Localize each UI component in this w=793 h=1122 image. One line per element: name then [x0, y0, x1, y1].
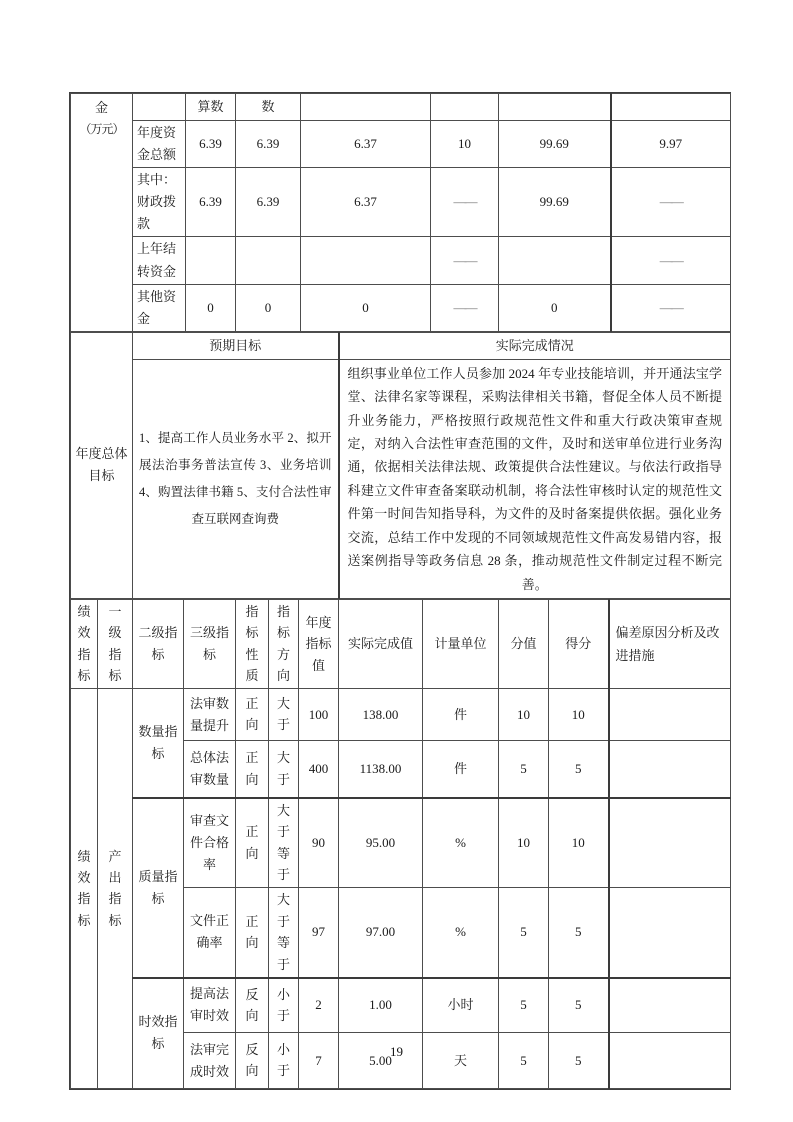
header-level3: 三级指标	[184, 599, 236, 688]
header-annual-target: 年度指标值	[299, 599, 339, 688]
funding-value-dash: ——	[611, 237, 731, 284]
header-level2: 二级指标	[133, 599, 184, 688]
indicator-direction: 小于	[269, 1033, 299, 1089]
funding-row-label-fiscal-allocation: 其中：财政拨款	[133, 168, 186, 237]
indicator-score-got: 5	[549, 978, 609, 1033]
indicator-actual: 97.00	[339, 888, 423, 978]
indicator-score-got: 10	[549, 798, 609, 888]
funding-value: 6.37	[301, 121, 431, 168]
funding-header-budget-partial: 算数	[186, 94, 236, 121]
indicator-score-value: 5	[499, 1033, 549, 1089]
indicator-score-got: 5	[549, 1033, 609, 1089]
funding-value: 0	[499, 284, 611, 331]
indicator-score-value: 10	[499, 689, 549, 741]
funding-row-label-other-funds: 其他资金	[133, 284, 186, 331]
indicator-deviation	[609, 978, 731, 1033]
indicator-deviation	[609, 798, 731, 888]
page-number: 19	[390, 1044, 403, 1059]
funding-header-blank	[499, 94, 611, 121]
indicator-score-got: 5	[549, 741, 609, 798]
annual-goal-row-label: 年度总体目标	[71, 332, 133, 598]
group-quality-label: 质量指标	[133, 798, 184, 978]
funding-value: 6.39	[186, 168, 236, 237]
indicator-nature: 反向	[236, 1033, 269, 1089]
indicator-score-value: 5	[499, 888, 549, 978]
header-unit: 计量单位	[423, 599, 499, 688]
indicator-name: 总体法审数量	[184, 741, 236, 798]
indicator-nature: 正向	[236, 741, 269, 798]
funding-value	[301, 237, 431, 284]
funding-header-blank	[611, 94, 731, 121]
group-quantity-label: 数量指标	[133, 689, 184, 798]
funding-value	[236, 237, 301, 284]
funding-value: 99.69	[499, 168, 611, 237]
funding-row-label-carryover: 上年结转资金	[133, 237, 186, 284]
indicator-target: 97	[299, 888, 339, 978]
indicator-actual: 138.00	[339, 689, 423, 741]
funding-header-blank	[431, 94, 499, 121]
header-deviation: 偏差原因分析及改进措施	[609, 599, 731, 688]
funding-value-dash: ——	[431, 237, 499, 284]
indicator-target: 90	[299, 798, 339, 888]
indicator-deviation	[609, 888, 731, 978]
funding-value	[499, 237, 611, 284]
indicator-score-got: 5	[549, 888, 609, 978]
indicator-deviation	[609, 741, 731, 798]
funding-value	[186, 237, 236, 284]
indicator-deviation	[609, 689, 731, 741]
indicator-nature: 正向	[236, 689, 269, 741]
indicator-corner-header: 绩效指标	[71, 599, 98, 688]
funding-value-dash: ——	[431, 284, 499, 331]
funding-header-exec-partial: 数	[236, 94, 301, 121]
funding-header-blank	[133, 94, 186, 121]
indicator-direction: 大于	[269, 689, 299, 741]
header-score-value: 分值	[499, 599, 549, 688]
indicator-nature: 反向	[236, 978, 269, 1033]
funding-value-dash: ——	[611, 284, 731, 331]
indicator-name: 法审数量提升	[184, 689, 236, 741]
funding-value: 99.69	[499, 121, 611, 168]
indicator-direction: 小于	[269, 978, 299, 1033]
funding-value-dash: ——	[611, 168, 731, 237]
funding-value: 6.39	[236, 168, 301, 237]
indicator-name: 提高法审时效	[184, 978, 236, 1033]
indicator-actual: 95.00	[339, 798, 423, 888]
level1-output-label: 产出指标	[98, 689, 133, 1089]
indicator-unit: 天	[423, 1033, 499, 1089]
indicator-unit: 件	[423, 741, 499, 798]
indicator-score-value: 5	[499, 978, 549, 1033]
actual-completion-header: 实际完成情况	[339, 332, 731, 359]
indicator-score-got: 10	[549, 689, 609, 741]
indicator-unit: 小时	[423, 978, 499, 1033]
funding-value: 0	[186, 284, 236, 331]
indicator-table	[70, 599, 731, 1089]
indicator-name: 法审完成时效	[184, 1033, 236, 1089]
indicator-nature: 正向	[236, 888, 269, 978]
funding-value: 0	[236, 284, 301, 331]
funding-value: 6.37	[301, 168, 431, 237]
indicator-target: 100	[299, 689, 339, 741]
funding-unit-label-line1: 金	[94, 100, 108, 115]
indicator-unit: %	[423, 888, 499, 978]
indicator-unit: 件	[423, 689, 499, 741]
indicator-nature: 正向	[236, 798, 269, 888]
indicator-name: 文件正确率	[184, 888, 236, 978]
header-level1: 一级指标	[98, 599, 133, 688]
actual-completion-text: 组织事业单位工作人员参加 2024 年专业技能培训，并开通法宝学堂、法律名家等课程，采购法律相关书籍，督促全体人员不断提升业务能力，严格按照行政规范性文件和重大行政决策审查规定，对纳入合法性审查范围的文件，及时和送审单位进行业务沟通，依据相关法律法规、政策提供合法性建议。与依法行政指导科建立文件审查备案联动机制，将合法性审核时认定的规范性文件第一时间告知指导科，为文件的及时备案提供依据。强化业务交流，总结工作中发现的不同领域规范性文件高发易错内容，报送案例指导等政务信息 28 条，推动规范性文件制定过程不断完善。	[339, 359, 731, 598]
indicator-score-value: 10	[499, 798, 549, 888]
header-nature: 指标性质	[236, 599, 269, 688]
expected-goal-text: 1、提高工作人员业务水平 2、拟开展法治事务普法宣传 3、业务培训 4、购置法律书籍 5、支付合法性审查互联网查询费	[133, 359, 339, 598]
funding-value: 10	[431, 121, 499, 168]
evaluation-table	[69, 92, 731, 1090]
funding-value: 9.97	[611, 121, 731, 168]
annual-goal-table	[70, 332, 731, 599]
funding-value-dash: ——	[431, 168, 499, 237]
funding-unit-label-line2: （万元）	[79, 122, 124, 137]
funding-value: 0	[301, 284, 431, 331]
level1-performance-label: 绩效指标	[71, 689, 98, 1089]
indicator-direction: 大于等于	[269, 798, 299, 888]
header-direction: 指标方向	[269, 599, 299, 688]
indicator-score-value: 5	[499, 741, 549, 798]
indicator-name: 审查文件合格率	[184, 798, 236, 888]
indicator-target: 400	[299, 741, 339, 798]
indicator-unit: %	[423, 798, 499, 888]
funding-unit-label	[71, 94, 133, 332]
indicator-actual: 1138.00	[339, 741, 423, 798]
funding-value: 6.39	[186, 121, 236, 168]
indicator-target: 7	[299, 1033, 339, 1089]
funding-header-blank	[301, 94, 431, 121]
funding-row-label-annual-total: 年度资金总额	[133, 121, 186, 168]
indicator-target: 2	[299, 978, 339, 1033]
indicator-actual: 5.00	[339, 1033, 423, 1089]
expected-goal-header: 预期目标	[133, 332, 339, 359]
indicator-deviation	[609, 1033, 731, 1089]
funding-value: 6.39	[236, 121, 301, 168]
header-actual-value: 实际完成值	[339, 599, 423, 688]
funding-table	[70, 93, 731, 332]
indicator-actual: 1.00	[339, 978, 423, 1033]
group-timeliness-label: 时效指标	[133, 978, 184, 1089]
header-score-got: 得分	[549, 599, 609, 688]
indicator-direction: 大于等于	[269, 888, 299, 978]
indicator-direction: 大于	[269, 741, 299, 798]
